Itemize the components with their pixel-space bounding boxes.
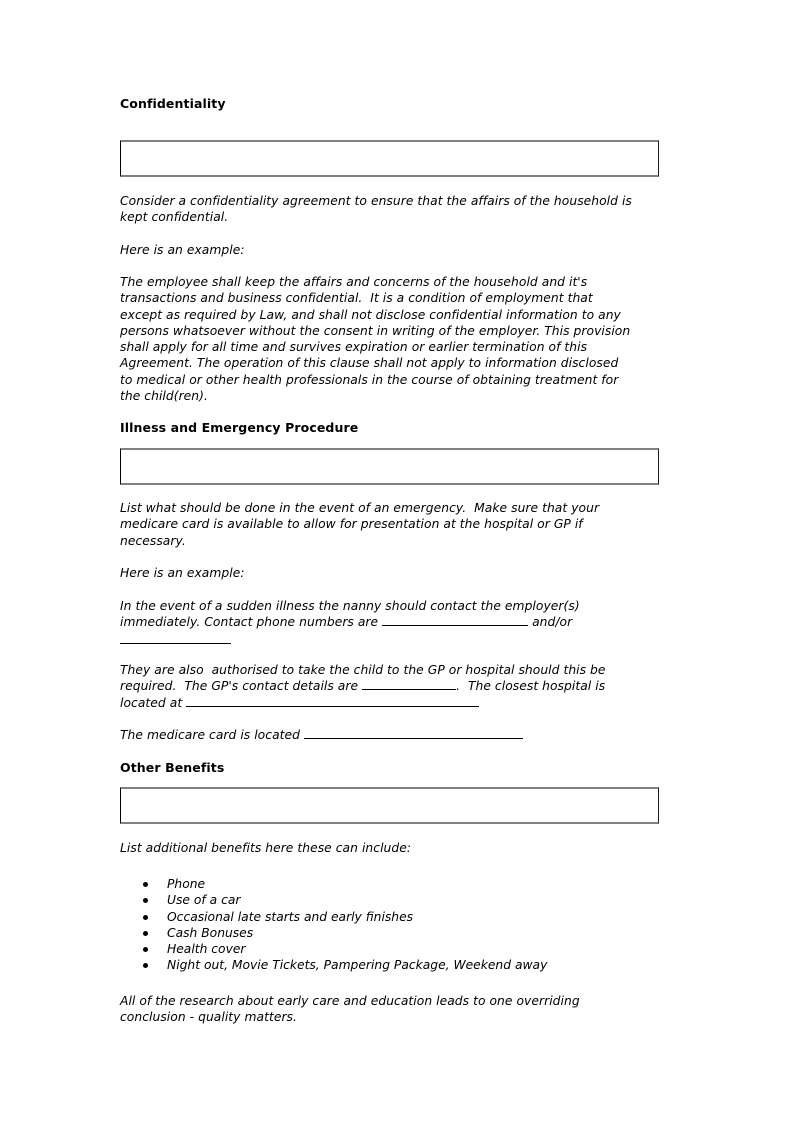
confidentiality-intro: [120, 193, 680, 226]
confidentiality-example-text: [120, 274, 680, 404]
bullet-icon: [143, 898, 148, 903]
medicare-location-blank[interactable]: [304, 727, 523, 739]
list-item-text: Health cover: [167, 942, 246, 957]
text-line: to medical or other health professionals in the course of obtaining treatment for: [120, 372, 619, 387]
text-line: persons whatsoever without the consent in writing of the employer. This provision: [120, 323, 631, 338]
illness-example-paragraph-3: [120, 727, 680, 743]
list-item: [120, 925, 547, 941]
list-item: [120, 957, 547, 973]
phone-number-blank-1[interactable]: [382, 614, 528, 626]
text-line: except as required by Law, and shall not disclose confidential information to any: [120, 307, 621, 322]
text-line: All of the research about early care and education leads to one overriding: [120, 994, 580, 1008]
bullet-icon: [143, 963, 148, 968]
text-line: the child(ren).: [120, 389, 208, 404]
text-line: kept confidential.: [120, 210, 229, 225]
text-line: List what should be done in the event of an emergency. Make sure that your: [120, 501, 600, 515]
text-line: conclusion - quality matters.: [120, 1010, 297, 1025]
text-line: In the event of a sudden illness the nanny should contact the employer(s): [120, 599, 580, 613]
text-line: transactions and business confidential. It is a condition of employment that: [120, 291, 593, 306]
text-line: necessary.: [120, 533, 186, 548]
benefits-list: [120, 876, 547, 974]
text-line: located at: [120, 695, 187, 710]
benefits-heading: Other Benefits: [120, 760, 225, 775]
benefits-input-box[interactable]: [120, 787, 659, 824]
text-line: medicare card is available to allow for presentation at the hospital or GP if: [120, 517, 583, 532]
text-line: shall apply for all time and survives expiration or earlier termination of this: [120, 340, 588, 355]
list-item: [120, 876, 547, 892]
illness-intro: [120, 500, 680, 549]
bullet-icon: [143, 931, 148, 936]
text-line: immediately. Contact phone numbers are: [120, 615, 383, 630]
list-item: [120, 892, 547, 908]
confidentiality-example-label: Here is an example:: [120, 243, 245, 257]
list-item-text: Night out, Movie Tickets, Pampering Package, Weekend away: [167, 958, 548, 973]
text-line: . The closest hospital is: [456, 679, 606, 694]
list-item-text: Phone: [167, 877, 206, 891]
text-line: required. The GP's contact details are: [120, 679, 363, 694]
text-line: They are also authorised to take the child to the GP or hospital should this be: [120, 663, 606, 677]
illness-heading: Illness and Emergency Procedure: [120, 420, 359, 435]
illness-example-label: Here is an example:: [120, 566, 245, 580]
list-item: [120, 941, 547, 957]
closing-statement: [120, 993, 680, 1026]
confidentiality-heading: Confidentiality: [120, 96, 226, 111]
benefits-intro: List additional benefits here these can include:: [120, 841, 412, 855]
phone-number-blank-2[interactable]: [120, 632, 231, 644]
text-line: The medicare card is located: [120, 728, 304, 742]
bullet-icon: [143, 947, 148, 952]
text-line: and/or: [528, 615, 573, 630]
illness-input-box[interactable]: [120, 448, 659, 485]
list-item-text: Use of a car: [167, 893, 241, 908]
confidentiality-input-box[interactable]: [120, 140, 659, 177]
list-item-text: Cash Bonuses: [167, 925, 254, 940]
text-line: Agreement. The operation of this clause shall not apply to information disclosed: [120, 356, 619, 371]
hospital-location-blank[interactable]: [186, 695, 479, 707]
gp-contact-blank[interactable]: [362, 678, 456, 690]
bullet-icon: [143, 915, 148, 920]
text-line: Consider a confidentiality agreement to ensure that the affairs of the household is: [120, 194, 632, 208]
illness-example-paragraph-2: [120, 662, 680, 711]
list-item-text: Occasional late starts and early finishes: [167, 909, 414, 924]
list-item: [120, 909, 547, 925]
bullet-icon: [143, 882, 148, 887]
illness-example-paragraph-1: [120, 598, 680, 631]
text-line: The employee shall keep the affairs and concerns of the household and it's: [120, 275, 588, 289]
